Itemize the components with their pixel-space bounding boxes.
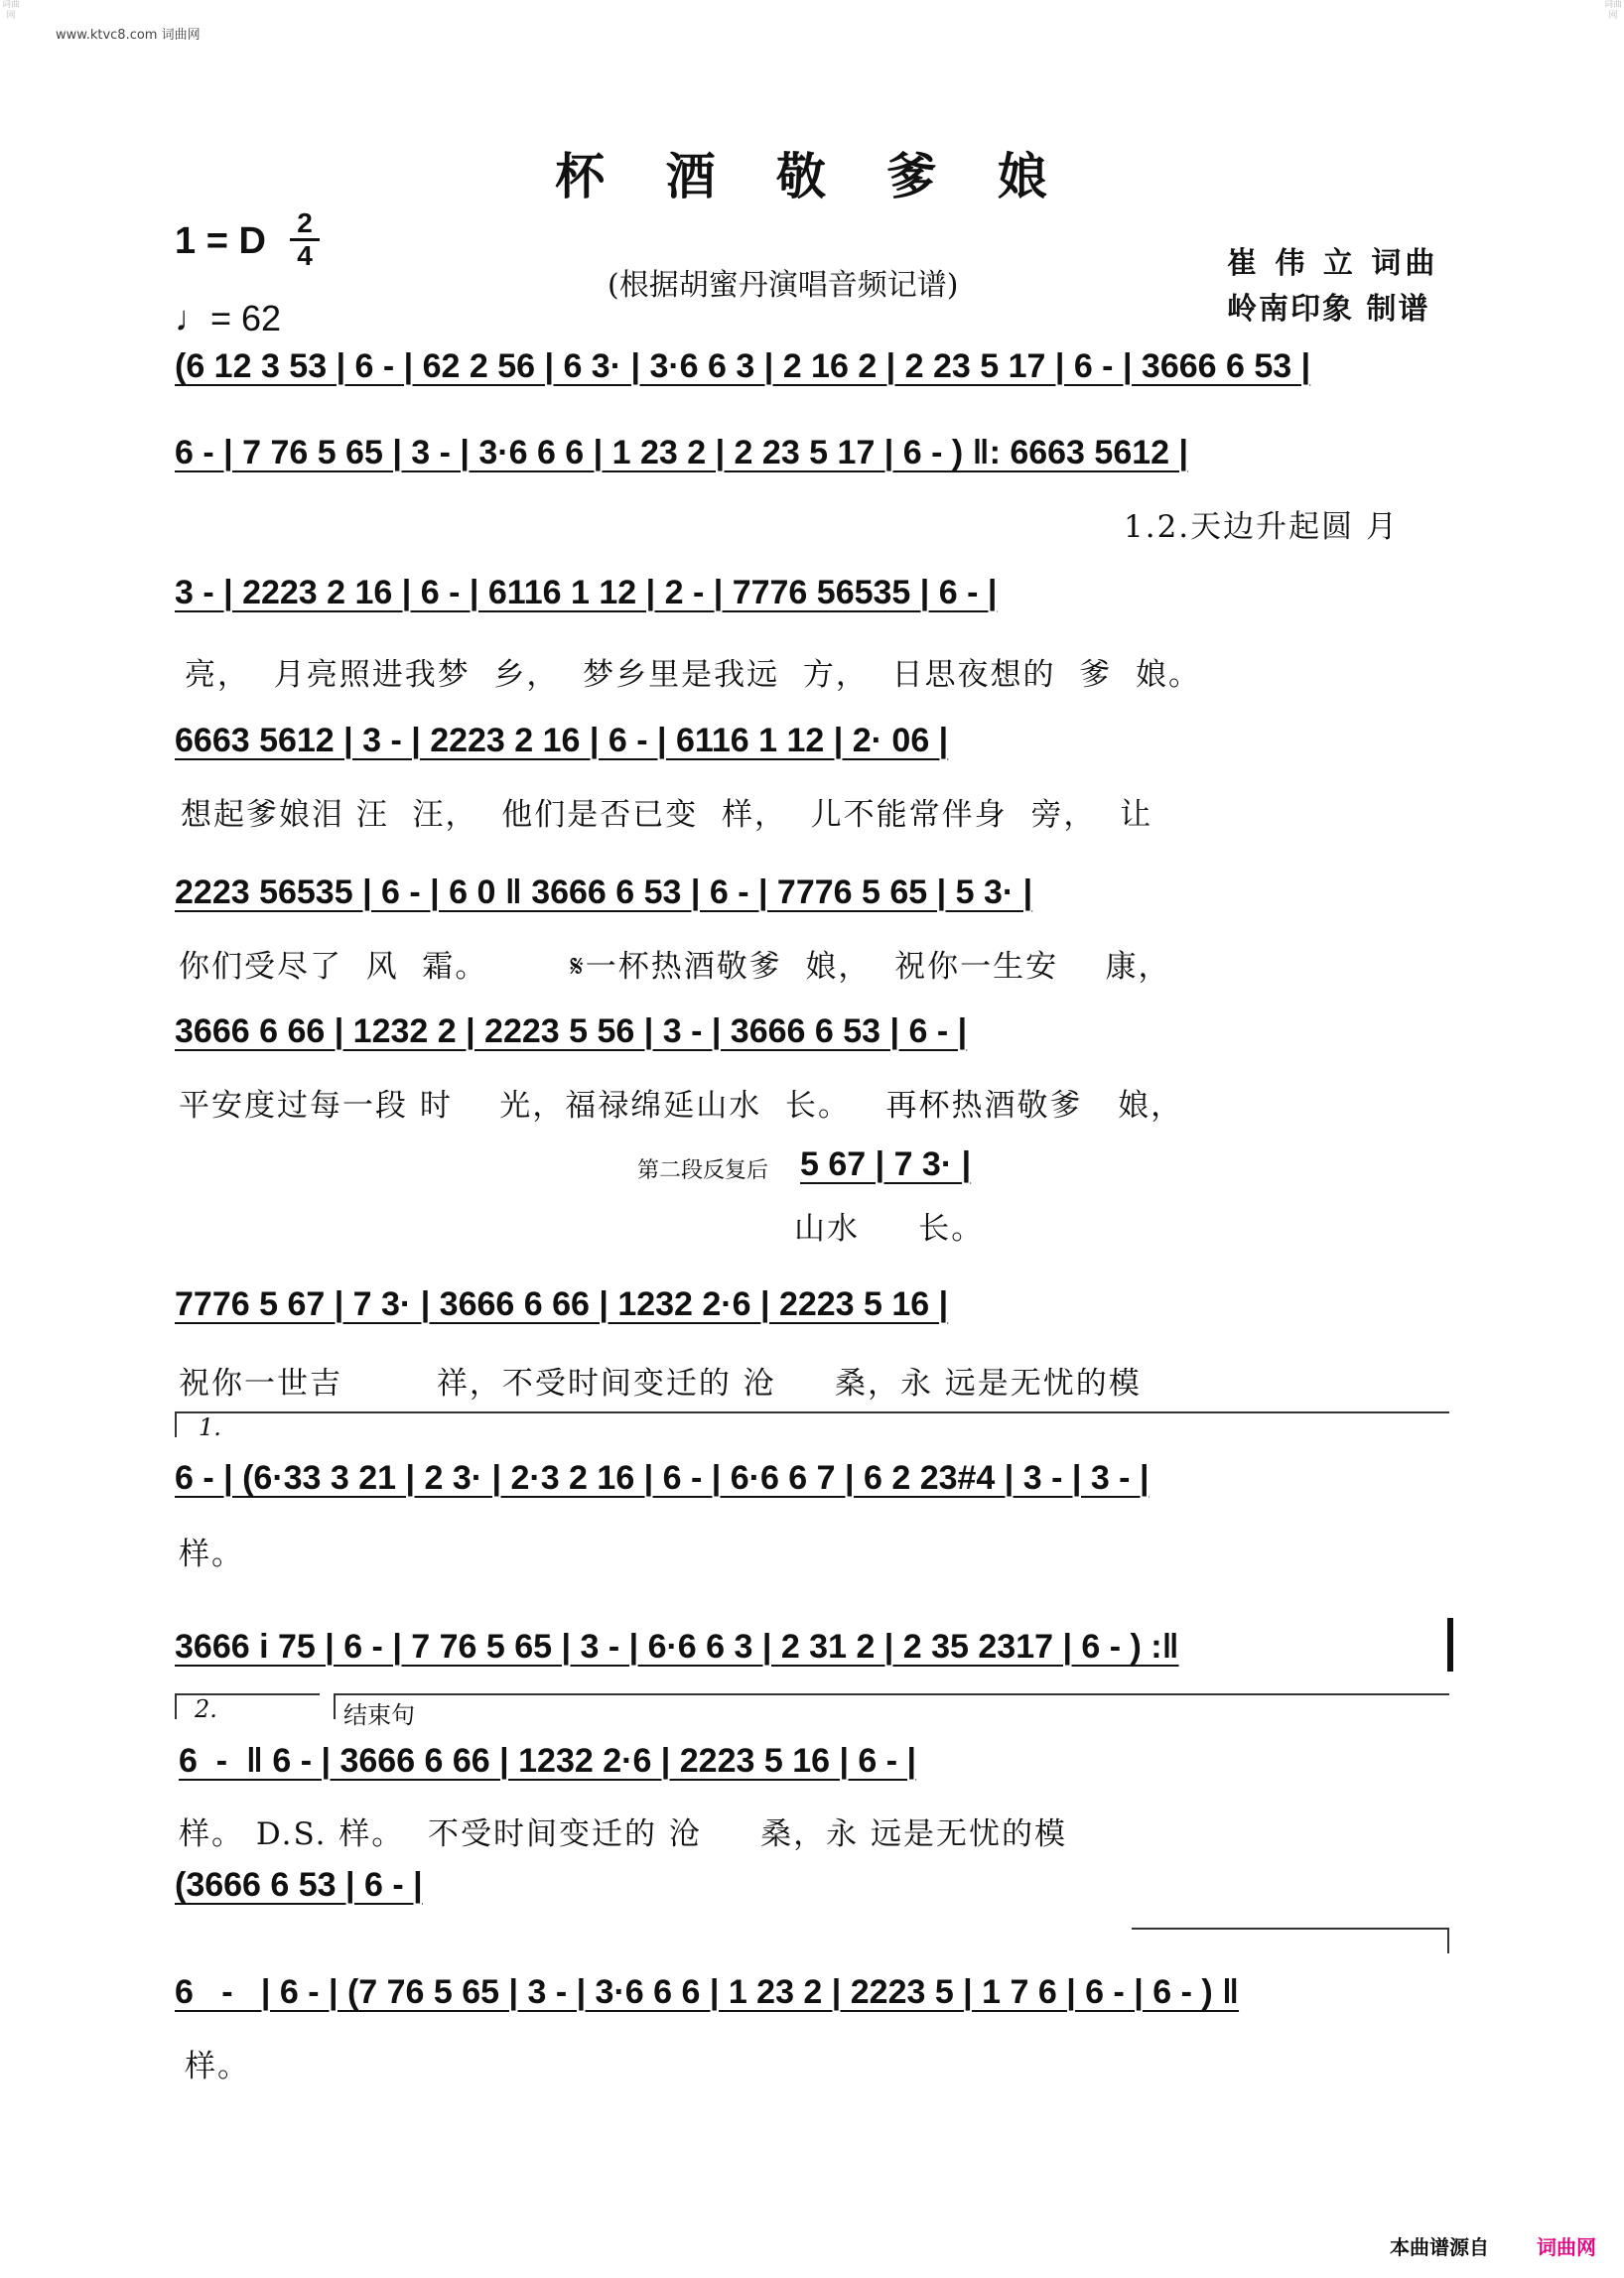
lyrics-row-2: 1.2.天边升起圆 月 — [1124, 509, 1400, 545]
subtitle: (根据胡蜜丹演唱音频记谱) — [608, 268, 959, 303]
footer-brand[interactable]: 词曲网 — [1537, 2235, 1596, 2259]
notation-row-11: (3666 6 53 | 6 - | — [175, 1866, 423, 1904]
footer-source: 本曲谱源自 — [1390, 2235, 1489, 2259]
lyrics-row-10: 样。 D.S. 样。 不受时间变迁的 沧 桑，永 远是无忧的模 — [179, 1816, 1067, 1852]
time-signature — [290, 208, 320, 271]
notation-row-6: 3666 6 66 | 1232 2 | 2223 5 56 | 3 - | 3666 6 53 | 6 - | — [175, 1012, 968, 1050]
notation-row-4: 6663 5612 | 3 - | 2223 2 16 | 6 - | 6116 1 12 | 2· 06 | — [175, 722, 949, 759]
lyrics-row-12: 样。 — [185, 2049, 250, 2084]
notation-row-5: 2223 56535 | 6 - | 6 0 ‖ 3666 6 53 | 6 - | 7776 5 65 | 5 3· | — [175, 873, 1033, 911]
left-watermark-strip — [0, 0, 22, 2278]
lyrics-row-8: 样。 — [179, 1537, 244, 1572]
alt-ending-lyrics: 山水 长。 — [794, 1211, 985, 1247]
volta-2-label: 2. — [195, 1695, 217, 1723]
notation-row-9: 3666 i 75 | 6 - | 7 76 5 65 | 3 - | 6·6 6 3 | 2 31 2 | 2 35 2317 | 6 - ) :‖ — [175, 1628, 1179, 1666]
tempo-marking: ♩= 62 — [175, 298, 282, 338]
side-watermark-text: 词曲网 — [1603, 0, 1622, 21]
key-signature: 1 = D — [175, 220, 266, 262]
notation-row-1: (6 12 3 53 | 6 - | 62 2 56 | 6 3· | 3·6 6 3 | 2 16 2 | 2 23 5 17 | 6 - | 3666 6 53 | — [175, 347, 1311, 385]
alt-ending-label: 第二段反复后 — [637, 1157, 769, 1182]
meter-bottom: 4 — [297, 240, 313, 271]
notation-row-12: 6 - | 6 - | (7 76 5 65 | 3 - | 3·6 6 6 | 1 23 2 | 2223 5 | 1 7 6 | 6 - | 6 - ) ‖ — [175, 1973, 1240, 2011]
side-watermark-text: 词曲网 — [1, 0, 20, 21]
page-title: 杯 酒 敬 爹 娘 — [555, 147, 1069, 205]
notation-row-3: 3 - | 2223 2 16 | 6 - | 6116 1 12 | 2 - | 7776 56535 | 6 - | — [175, 574, 998, 611]
meter-top: 2 — [290, 208, 320, 241]
lyrics-row-4: 想起爹娘泪 汪 汪， 他们是否已变 样， 儿不能常伴身 旁， 让 — [181, 797, 1153, 833]
repeat-end-bar — [1447, 1618, 1453, 1672]
site-watermark: www.ktvc8.com 词曲网 — [56, 28, 201, 43]
composer-credit: 崔 伟 立 词曲 — [1227, 246, 1439, 281]
lyrics-row-3: 亮， 月亮照进我梦 乡， 梦乡里是我远 方， 日思夜想的 爹 娘。 — [185, 657, 1201, 693]
lyrics-row-7: 祝你一世吉 祥，不受时间变迁的 沧 桑，永 远是无忧的模 — [179, 1366, 1142, 1402]
lyrics-row-6: 平安度过每一段 时 光，福禄绵延山水 长。 再杯热酒敬爹 娘， — [179, 1088, 1184, 1124]
volta-1-label: 1. — [199, 1413, 221, 1441]
coda-bracket — [334, 1693, 1449, 1719]
right-watermark-strip — [1602, 0, 1624, 2278]
coda-label: 结束句 — [343, 1701, 415, 1729]
volta-bracket-1 — [175, 1411, 1449, 1437]
notation-row-7: 7776 5 67 | 7 3· | 3666 6 66 | 1232 2·6 | 2223 5 16 | — [175, 1285, 949, 1323]
notation-row-10: 6 - ‖ 6 - | 3666 6 66 | 1232 2·6 | 2223 5 16 | 6 - | — [179, 1742, 917, 1780]
arranger-credit: 岭南印象 制谱 — [1227, 292, 1430, 327]
final-bracket — [1132, 1928, 1449, 1953]
notation-row-8: 6 - | (6·33 3 21 | 2 3· | 2·3 2 16 | 6 - | 6·6 6 7 | 6 2 23#4 | 3 - | 3 - | — [175, 1459, 1150, 1497]
alt-ending-notes: 5 67 | 7 3· | — [800, 1145, 972, 1183]
notation-row-2: 6 - | 7 76 5 65 | 3 - | 3·6 6 6 | 1 23 2 | 2 23 5 17 | 6 - ) ‖: 6663 5612 | — [175, 434, 1189, 471]
lyrics-row-5: 你们受尽了 风 霜。 𝄋一杯热酒敬爹 娘， 祝你一生安 康， — [179, 949, 1171, 985]
